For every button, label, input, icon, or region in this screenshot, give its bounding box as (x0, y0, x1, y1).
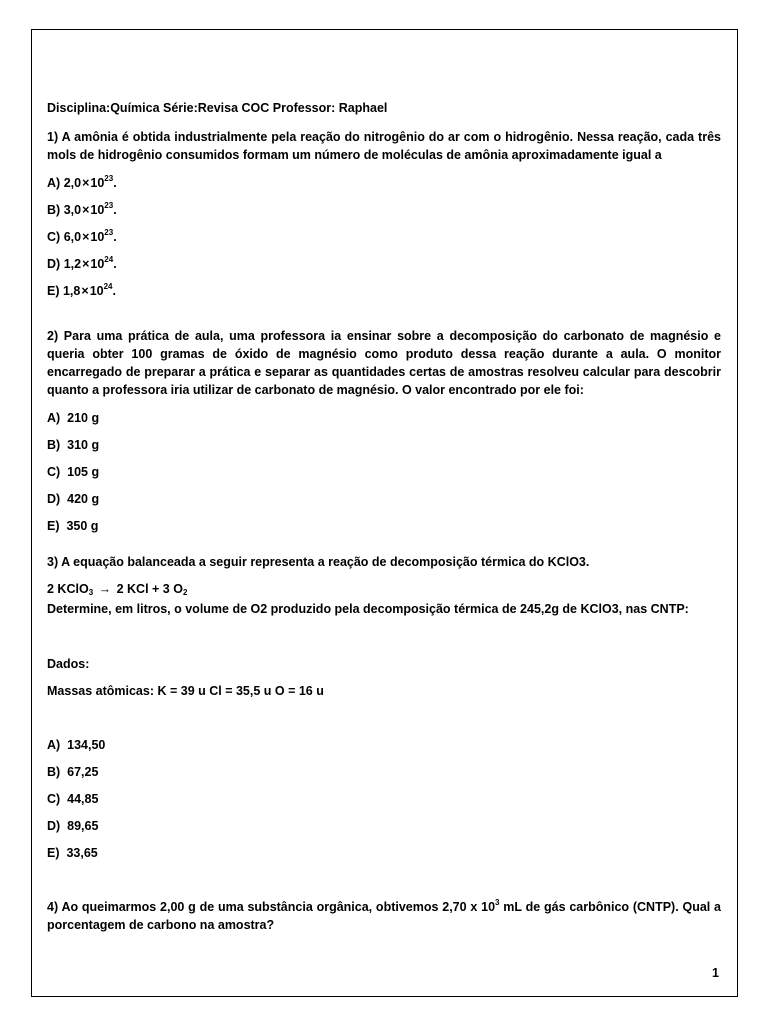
question-3-option-d: D) 89,65 (47, 819, 99, 833)
question-4-stem: 4) Ao queimarmos 2,00 g de uma substância orgânica, obtivemos 2,70 x $10^3$ mL de gás carbônico (CNTP). Qual a porcentagem de carbono na amostra? (47, 898, 722, 932)
question-2-option-d: D) 420 g (47, 492, 100, 506)
question-3-atomic-masses: Massas atômicas: K = 39 u Cl = 35,5 u O = 16 u (47, 684, 324, 698)
document-content (47, 99, 721, 944)
question-4 (47, 898, 721, 934)
question-1-stem: 1) A amônia é obtida industrialmente pela reação do nitrogênio do ar com o hidrogênio. Nessa reação, cada três mols de hidrogênio consumidos formam um número de moléculas de amônia aproximadamente igual a (47, 130, 721, 162)
question-3-stem: 3) A equação balanceada a seguir representa a reação de decomposição térmica do KClO3. (47, 555, 590, 569)
question-1-option-d: D) $1,2\times 10^{24}$. (47, 255, 117, 271)
question-3-option-a: A) 134,50 (47, 738, 106, 752)
reaction-arrow-icon: → (98, 582, 112, 596)
question-2-option-a: A) 210 g (47, 411, 100, 425)
question-2-option-e: E) 350 g (47, 519, 99, 533)
document-header: Disciplina:Química Série:Revisa COC Professor: Raphael (47, 101, 388, 115)
question-3-prompt: Determine, em litros, o volume de O2 produzido pela decomposição térmica de 245,2g de KClO3, nas CNTP: (47, 602, 689, 616)
question-2-option-b: B) 310 g (47, 438, 100, 452)
question-3-option-b: B) 67,25 (47, 765, 99, 779)
question-2-stem: 2) Para uma prática de aula, uma professora ia ensinar sobre a decomposição do carbonato de magnésio e queria obter 100 gramas de óxido de magnésio como produto dessa reação durante a aula. O monitor encarregado de preparar a prática e separar as quantidades certas de amostras resolveu calcular para descobrir quanto a professora iria utilizar de carbonato de magnésio. O valor encontrado por ele foi: (47, 329, 721, 397)
question-3-option-e: E) 33,65 (47, 846, 98, 860)
question-3-option-c: C) 44,85 (47, 792, 99, 806)
question-3 (47, 553, 721, 862)
question-1-option-a: A) $2,0\times 10^{23}$. (47, 174, 117, 190)
question-2 (47, 327, 721, 535)
question-1 (47, 128, 721, 300)
question-3-equation: 2 KClO$_3$ → 2 KCl + 3 $O_2$ (47, 582, 188, 597)
page-number: 1 (712, 966, 719, 980)
question-1-option-e: E) $1,8\times 10^{24}$. (47, 282, 116, 298)
question-1-option-c: C) $6,0\times 10^{23}$. (47, 228, 117, 244)
question-2-option-c: C) 105 g (47, 465, 100, 479)
question-3-data-label: Dados: (47, 657, 90, 671)
question-1-option-b: B) $3,0\times 10^{23}$. (47, 201, 117, 217)
